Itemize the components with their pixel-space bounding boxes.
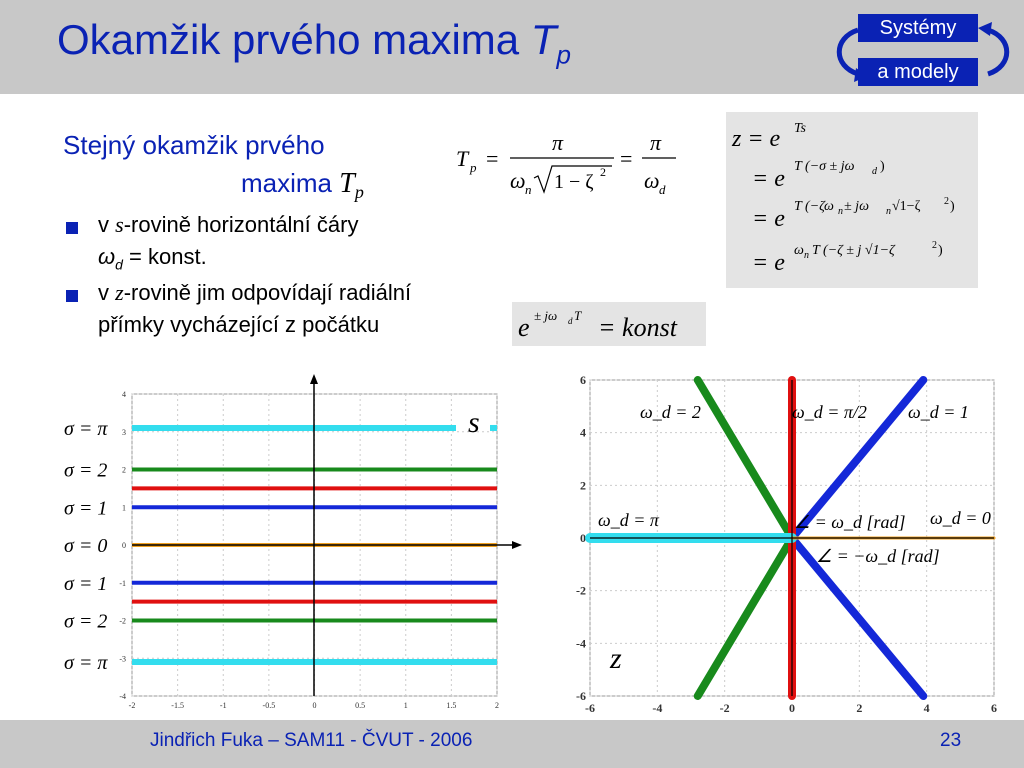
z-l1: z = e (732, 126, 781, 152)
z-ytick: 6 (580, 373, 586, 387)
konst-sup-end: T (574, 308, 582, 323)
tp-eq1: = (486, 146, 499, 171)
z-l3: = e (752, 206, 785, 232)
z-ytick: -6 (576, 689, 586, 703)
sigma-label: σ = π (64, 417, 108, 440)
heading-var: T (339, 168, 355, 199)
b1-konst: = konst. (122, 244, 207, 269)
sigma-label: σ = 1 (64, 497, 108, 520)
tp-den1: ω (510, 168, 526, 193)
z-l3-sub2: n (886, 206, 891, 217)
bullet1-line2 (98, 244, 207, 272)
z-l3-e: ) (950, 199, 955, 214)
bullet2-line2: přímky vycházející z počátku (98, 312, 380, 337)
konst-formula-box (512, 302, 706, 346)
heading-sub: p (354, 182, 364, 203)
z-l2-sup: T (−σ ± jω (794, 159, 855, 174)
z-xtick: 4 (923, 701, 930, 715)
z-l4-sub: n (804, 250, 809, 261)
z-ytick: 0 (580, 531, 586, 545)
s-xtick: -2 (128, 701, 136, 710)
page-title (57, 16, 571, 70)
z-l2-sub: d (872, 166, 877, 177)
sigma-label: σ = 0 (64, 535, 108, 557)
s-ytick: 4 (122, 390, 126, 399)
tp-den1-sub: n (525, 182, 532, 197)
s-ytick: 0 (122, 541, 126, 550)
z-ytick: 4 (580, 425, 586, 440)
z-l3-c: √1−ζ (892, 199, 921, 214)
z-annotation: ω_d = 0 (930, 508, 991, 528)
bullet1-text (98, 212, 358, 238)
heading-text: maxima (241, 168, 340, 198)
s-xtick: 1 (403, 701, 408, 710)
s-xtick: -0.5 (262, 701, 276, 710)
sigma-label: σ = 1 (64, 572, 108, 595)
z-annotation: ω_d = 1 (908, 402, 969, 422)
z-formula-box (726, 112, 978, 288)
s-xtick: 2 (495, 701, 499, 710)
konst-base: e (518, 313, 530, 342)
z-annotation: ∠ = ω_d [rad] (794, 512, 906, 532)
s-ytick: 3 (122, 427, 126, 437)
z-annotation: ∠ = −ω_d [rad] (816, 546, 940, 566)
heading-line2 (241, 168, 364, 203)
s-xtick: 1.5 (446, 701, 457, 710)
logo-top: Systémy (858, 14, 978, 42)
b1-var: s (115, 212, 124, 237)
z-l3-sup: T (−ζω (794, 199, 834, 214)
tp-eq2: = (620, 146, 633, 171)
z-l4: = e (752, 250, 785, 276)
s-x-arrow (512, 541, 522, 549)
s-ytick: -3 (119, 654, 126, 664)
s-xtick: 0.5 (355, 701, 366, 710)
b2-post: -rovině jim odpovídají radiální (123, 280, 412, 305)
z-l4-c: 2 (932, 240, 937, 251)
logo-bottom: a modely (858, 58, 978, 86)
s-plane-chart (56, 372, 526, 712)
z-plane-label: z (610, 642, 622, 675)
z-l3-d: 2 (944, 196, 949, 207)
logo (828, 8, 1018, 88)
s-xtick: 0 (312, 701, 317, 710)
konst-rhs: = konst (598, 313, 677, 342)
z-formula (726, 112, 978, 288)
tp-den2: ω (644, 168, 660, 193)
z-annotation: ω_d = π (598, 510, 659, 530)
z-ytick: 2 (580, 478, 586, 493)
heading-line1: Stejný okamžik prvého (63, 130, 325, 160)
title-sub: p (556, 39, 571, 70)
b1-post: -rovině horizontální čáry (123, 212, 359, 237)
z-xtick: -4 (652, 701, 663, 715)
title-var: T (530, 16, 557, 63)
tp-num1: π (552, 130, 564, 155)
konst-sup: ± jω (534, 308, 558, 323)
footer-text: Jindřich Fuka – SAM11 - ČVUT - 2006 (150, 730, 473, 751)
z-l4-d: ) (938, 243, 943, 258)
z-annotation: ω_d = π/2 (792, 402, 867, 422)
z-l1-sup: Ts (794, 121, 806, 136)
tp-den2-sub: d (659, 182, 666, 197)
z-l4-b: T (−ζ ± j √1−ζ (812, 243, 895, 258)
bullet2-text (98, 280, 411, 306)
s-plane-label: s (468, 406, 480, 439)
b1-sub: d (115, 256, 123, 273)
b2-pre: v (98, 280, 116, 305)
konst-formula (512, 302, 706, 346)
z-xtick: 0 (789, 701, 795, 715)
b2-var: z (115, 280, 124, 305)
konst-sup-sub: d (568, 316, 573, 326)
tp-lhs: T (456, 146, 469, 171)
b1-pre: v (98, 212, 116, 237)
s-xtick: -1 (219, 701, 227, 710)
title-text: Okamžik prvého maxima (57, 16, 531, 63)
z-ytick: -4 (576, 636, 586, 651)
tp-formula (452, 120, 682, 200)
z-xtick: -2 (719, 701, 730, 715)
tp-root: 1 − ζ (554, 171, 594, 193)
z-l3-b: ± jω (844, 199, 869, 214)
z-annotation: ω_d = 2 (640, 402, 701, 422)
bullet-icon (66, 290, 78, 302)
sigma-label: σ = π (64, 652, 108, 675)
sigma-label: σ = 2 (64, 459, 108, 482)
sigma-label: σ = 2 (64, 610, 108, 633)
z-plane-chart (570, 366, 1000, 718)
s-ytick: 2 (122, 465, 126, 475)
s-ytick: -2 (119, 616, 126, 626)
s-xtick: -1.5 (171, 701, 184, 710)
z-l2: = e (752, 166, 785, 192)
b1-omega: ω (98, 244, 116, 269)
page-number: 23 (940, 730, 962, 751)
z-xtick: -6 (585, 701, 595, 715)
z-xtick: 6 (991, 701, 997, 715)
z-ytick: -2 (576, 583, 586, 598)
s-ytick: -4 (119, 692, 126, 701)
z-l4-sup: ω (794, 243, 804, 258)
tp-lhs-sub: p (470, 160, 477, 175)
z-l3-sub1: n (838, 206, 843, 217)
z-xtick: 2 (856, 701, 863, 715)
s-ytick: -1 (119, 578, 126, 588)
footer-bar (0, 720, 1024, 768)
s-y-arrow (310, 374, 318, 384)
tp-num2: π (650, 130, 662, 155)
bullet-icon (66, 222, 78, 234)
s-ytick: 1 (122, 503, 126, 513)
tp-root-sup: 2 (600, 165, 606, 179)
z-l2-end: ) (880, 159, 885, 174)
